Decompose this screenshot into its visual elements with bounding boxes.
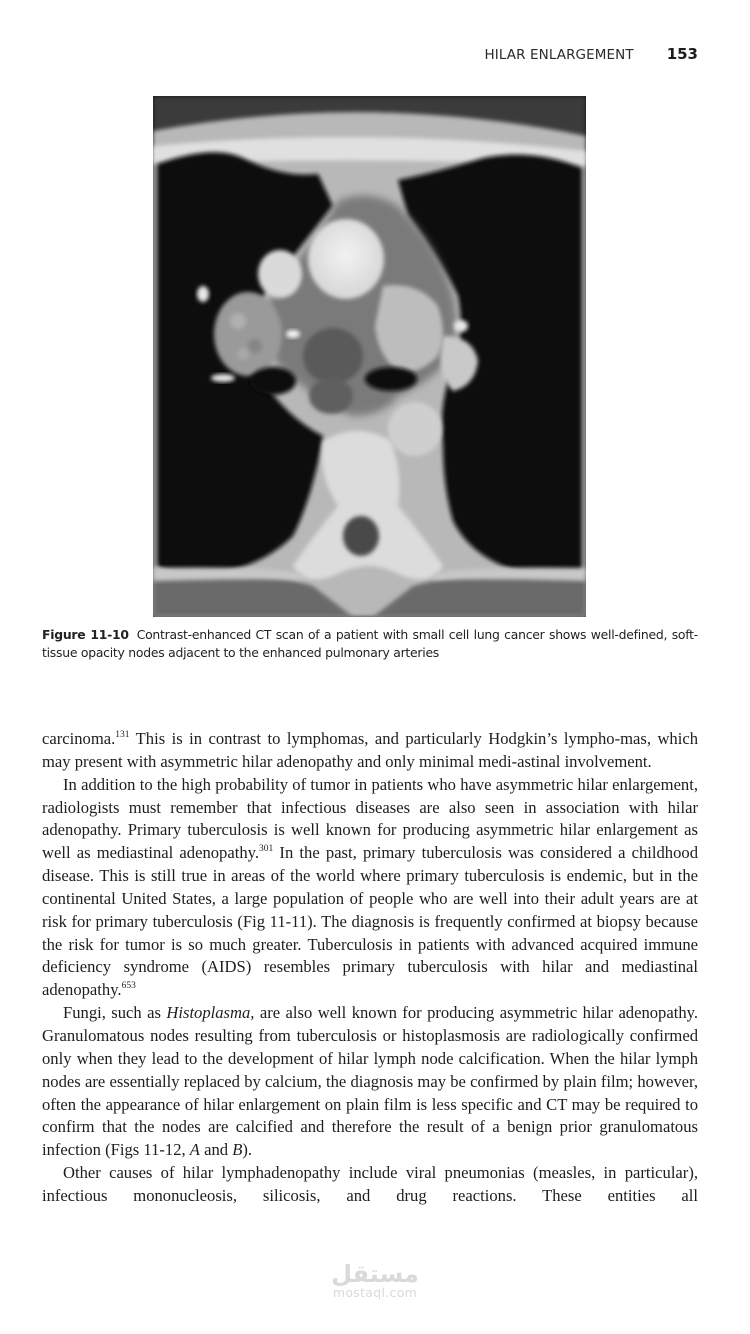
figure-caption-text: Contrast-enhanced CT scan of a patient with small cell lung cancer shows well-defined, soft-tissue opacity nodes adjacent to the enhanced pulmonary arteries [42,627,698,660]
paragraph-2 [42,774,698,1002]
watermark [0,1262,750,1300]
text-segment: ). [242,1140,253,1160]
running-head [0,44,698,63]
text-segment: Fungi, such as [63,1003,167,1023]
watermark-latin: mostaql.com [332,1285,418,1300]
paragraph-1 [42,728,698,774]
text-segment: and [199,1140,233,1160]
figure-label: Figure 11-10 [42,627,129,642]
italic-term: B [232,1140,243,1160]
watermark-arabic: مستقل [331,1260,419,1288]
paragraph-4 [42,1162,698,1208]
text-segment: Other causes of hilar lymphadenopathy include viral pneumonias (measles, in particular), infectious mononucleosis, silicosis, and drug reactions. These entities all [42,1163,698,1205]
text-segment: are also well known for producing asymmetric hilar adenopathy. Granulomatous nodes resulting from tuberculosis or histoplasmosis are radiologically confirmed only when they lead to the development of hilar lymph node calcification. When the hilar lymph nodes are essentially replaced by calcium, the diagnosis may be confirmed by plain film; however, often the appearance of hilar enlargement on plain film is less specific and CT may be required to confirm that the nodes are calcified and therefore the result of a benign prior granulomatous infection (Figs 11-12, [42,1003,698,1160]
italic-term: A [189,1140,200,1160]
citation-superscript: 653 [121,981,136,992]
citation-superscript: 131 [115,730,130,740]
page-number: 153 [666,45,698,63]
paragraph-3 [42,1002,698,1162]
text-segment: This is in contrast to lymphomas, and particularly Hodgkin’s lympho-mas, which may present with asymmetric hilar adenopathy and only minimal medi-astinal involvement. [42,729,698,771]
text-segment: carcinoma. [42,729,116,748]
text-segment: In the past, primary tuberculosis was considered a childhood disease. This is still true in areas of the world where primary tuberculosis is endemic, but in the continental United States, a large population of people who are well into their adult years are at risk for primary tuberculosis (Fig 11-11). The diagnosis is frequently confirmed at biopsy because the risk for tumor is so much greater. Tuberculosis in patients with advanced acquired immune deficiency syndrome (AIDS) resembles primary tuberculosis with hilar and mediastinal adenopathy. [42,843,698,1000]
italic-term: Histoplasma, [166,1003,255,1023]
body-text [42,728,698,1208]
figure-caption [42,626,698,662]
citation-superscript: 301 [259,844,274,855]
running-title: HILAR ENLARGEMENT [484,47,634,63]
ct-scan-image [153,96,586,617]
text-segment: In addition to the high probability of tumor in patients who have asymmetric hilar enlargement, radiologists must remember that infectious diseases are also seen in association with hilar adenopathy. Primary tuberculosis is well known for producing asymmetric hilar enlargement as well as mediastinal adenopathy. [42,774,698,863]
